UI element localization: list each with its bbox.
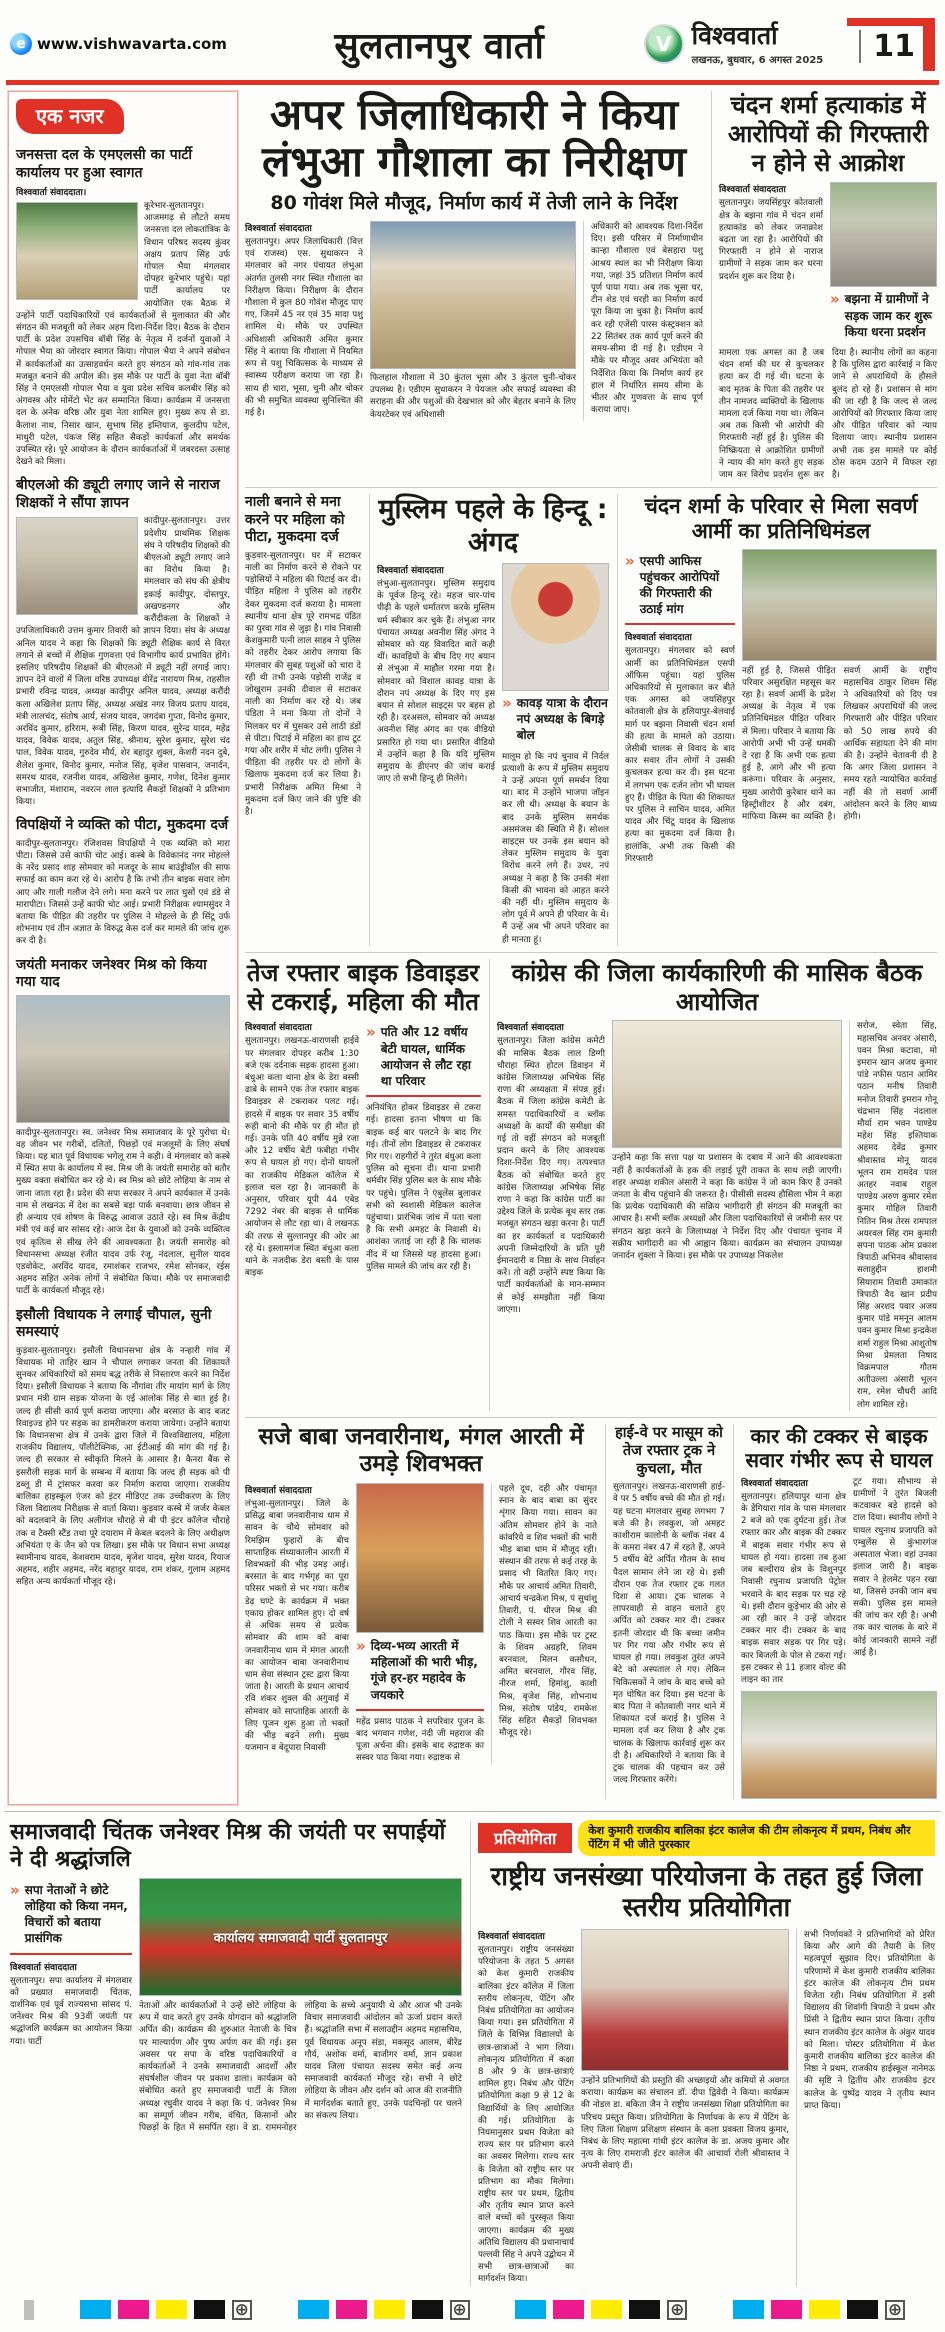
nali-article [245,494,361,946]
print-registration-row [4,2286,941,2324]
sp-office-photo [139,1878,462,1996]
sapa-byline: विश्ववार्ता संवाददाता [10,1962,77,1973]
registration-mark-icon: ⊕ [450,2300,470,2320]
brand-name: विश्ववार्ता [691,20,778,50]
janwari-byline: विश्ववार्ता संवाददाता [245,1486,312,1497]
janwari-pullquote: » दिव्य-भव्य आरती में महिलाओं की भारी भीड़, गूंजे हर-हर महादेव के जयकारे [356,1638,484,1711]
car-byline: विश्ववार्ता संवाददाता [741,1478,808,1489]
chevron-right-icon: » [625,551,635,570]
brief-body: कुड़वार-सुलतानपुर। इसौली विधानसभा क्षेत्र के नन्हारी गांव में विधायक मो ताहिर खान ने चौपाल लगाकर जनता की शिकायतें सुनकर अधिकारियों को समय बद्ध तरीके से निस्तारण करने का निर्देश दिया। इसौली विधायक ने बताया कि नौगांवा तीर मायांग मार्ग के लिए प्रधान मंत्री ग्राम सड़क योजना के एई आलोक सिंह से बात हुई है। जल्द ही सीसी कार्य पूर्ण कराया जाएगा। और बरसात के बाद बजट रिवाइज्ड होने पर सड़क का डामरीकरण कराया जायेगा। उन्होंने बताया कि विधानसभा क्षेत्र में उनके द्वारा जिले में विश्वविद्यालय, महिला राजकीय विद्यालय, पॉलीटेक्निक, आ ईटीआई की मांग की गई है। जल्द ही सरकार से स्वीकृति मिलने के आसार है। कैनरा बैंक से इसरौली सड़क मार्ग के सम्बन्ध में बताया कि जल्द ही सड़क को पी डब्लू डी में ट्रांसफर करवा कर निर्माण कराया जाएगा। राजकीय बालिका हाइस्कूल एंजर को इंटर मीडिएट तक उच्चीकरण के लिए जिला विद्यालय निरीक्षक से वार्ता किया। कुड़वार कस्बे में जर्जर केबल को बदलवाने के लिए अलीगंज चौराहे से बी पी इंटर कॉलेज चौराहे तक व टैक्सी स्टैंड तथा पूरे दयाराम में केबल बदलने के लिए अधीक्षण अभियंता ए के जैन को पत्र लिखा। इस मौके पर विधान सभा अध्यक्ष स्वामीनाथ यादव, केशवराम यादव, बृजेश यादव, सुरेश यादव, रियाज अहमद, शहीर अहमद, नरेंद बहादुर यादव, राम शंकर, गुलाम अहमद सहित अन्य कार्यकर्ता मौजूद रहे। [16,1345,230,1588]
students-group-photo [581,1929,789,2071]
highway-child-article [605,1424,725,1799]
crop-mark [24,2300,34,2320]
yellow-patch [156,2300,187,2319]
savarn-intro: सुलतानपुर। मंगलवार को स्वर्ण आर्मी का प्रतिनिधिमंडल एसपी ऑफिस पहुंचा। यहां पुलिस अधिकारियों से मुलाकात कर बीते एक अगस्त को जयसिंहपुर कोतवाली क्षेत्र के हलियापुर-बेलवाई मार्ग पर बझना निवासी चंदन शर्मा की हत्या के मामले को उठाया। जेसीबी चालक से विवाद के बाद कार सवार तीन लोगों ने उसकी कुचलकर हत्या कर दी। इस घटना में लगभग एक दर्जन लोग भी घायल हुए हैं। पीड़ित के पिता की शिकायत पर पुलिस ने साचिन यादव, अमित यादव और चिंटू यादव के खिलाफ हत्या का मुकदमा दर्ज किया है। हालांकि, अभी तक किसी की गिरफ्तारी [625,646,735,864]
website-url [10,33,235,55]
brand-block [644,20,834,66]
lead-headline: अपर जिलाधिकारी ने किया लंभुआ गौशाला का निरीक्षण [262,90,686,187]
congress-byline: विश्ववार्ता संवाददाता [497,1023,564,1034]
muslim-headline: मुस्लिम पहले के हिन्दू : अंगद [378,494,608,558]
black-patch [847,2300,878,2319]
sapa-intro: सुलतानपुर। सपा कार्यालय में मंगलवार को प्रख्यात समाजवादी चिंतक, दार्शनिक एवं पूर्व राज्यसभा सांसद पं. जनेश्वर मिश्र की 93वीं जयंती पर श्रद्धांजलि कार्यक्रम का आयोजन किया गया। पार्टी [10,1975,132,2047]
savarn-delegation-photo [742,549,937,661]
contest-label: प्रतियोगिता [478,1823,572,1853]
brief-isauli-chaupal [16,1307,230,1589]
chandan-photo-caption: » बझना में ग्रामीणों ने सड़क जाम कर शुरू किया धरना प्रदर्शन [830,290,932,339]
brief-blo-protest [16,477,230,808]
cmyk-registration-group [733,2300,905,2320]
lead-byline: विश्ववार्ता संवाददाता [245,224,312,235]
magenta-patch [771,2300,802,2319]
population-headline: राष्ट्रीय जनसंख्या परियोजना के तहत हुई जिला स्तरीय प्रतियोगिता [490,1861,923,1923]
nali-body: कुड़वार-सुलतानपुर। घर में सटाकर नाली का निर्माण करने से रोकने पर पड़ोसियों ने महिला की पिटाई कर दी। पीड़ित महिला ने पुलिस को तहरीर देकर मुकदमा दर्ज कराया है। मामला स्थानीय थाना क्षेत्र पूरे रामभद्र पंडित का पुरवा गांव से जुड़ा है। गांव निवासी केशकुमारी पत्नी लाल साहब ने पुलिस को तहरीर देकर आरोप लगाया कि मंगलवार की सुबह पशुओं को चारा दे रही थी तभी उनके पड़ोसी राजेंद्र व जोखुराम उनकी दीवाल से सटाकर नाली का निर्माण कर रहे थे। जब पंडिता ने मना किया तो दोनों ने मिलकर घर में घुसकर उसे लाठी डंडों से पीटा। पिटाई में महिला का हाथ टूट गया और शरीर में चोट लगी। पुलिस ने पीड़िता की तहरीर पर दो लोगों के खिलाफ मुकदमा दर्ज कर लिया है। प्रभारी निरीक्षक अमित मिश्रा ने मुकदमा दर्ज किए जाने की पुष्टि की है। [245,550,361,817]
population-col1: सुलतानपुर। राष्ट्रीय जनसंख्या परियोजना के तहत 5 अगस्त को केश कुमारी राजकीय बालिका इंटर कॉलेज में जिला स्तरीय लोकनृत्य, पेंटिंग और निबंध प्रतियोगिता का आयोजन किया गया। इस प्रतियोगिता में जिले के विभिन्न विद्यालयों के छात्र-छात्राओं ने भाग लिया। लोकनृत्य प्रतियोगिता में कक्षा 8 और 9 के छात्र-छात्राएं शामिल हुए। निबंध और पेंटिंग प्रतियोगिता कक्षा 9 से 12 के विद्यार्थियों के लिए आयोजित की गई। प्रतियोगिता के नियमानुसार प्रथम विजेता को राज्य स्तर पर प्रतिभाग करने का अवसर मिलेगा। राज्य स्तर के विजेता को राष्ट्रीय स्तर पर प्रतिभाग का मौका मिलेगा। राष्ट्रीय स्तर पर प्रथम, द्वितीय और तृतीय स्थान प्राप्त करने वाले बच्चों को पुरस्कृत किया जाएगा। कार्यक्रम की मुख्य अतिथि विद्यालय की प्रधानाचार्य पल्लवी सिंह ने अपने उद्बोधन में सभी छात्र-छात्राओं का मार्गदर्शन किया। [478,1945,574,2285]
registration-mark-icon: ⊕ [667,2300,687,2320]
janwarinath-aarti-article [245,1424,597,1799]
muslim-intro: लंभुआ-सुलतानपुर। मुस्लिम समुदाय के पूर्वज हिन्दू रहे। महज चार-पांच पीढ़ी के पहले धर्मांतरण करके मुस्लिम धर्म स्वीकार कर चुके हैं। लंभुआ नगर पंचायत अध्यक्ष अवनीश सिंह अंगद ने सोमवार को यह विवादित बातें कही थीं। कावड़ियों के बीच दिए गए बयान से लंभुआ में माहौल गरमा गया है। सोमवार को विशाल कावड़ यात्रा के दौरान नपं अध्यक्ष के दिए गए इस बयान से सोशल साइट्स पर बहस हो रही है। दरअसल, सोमवार को अध्यक्ष अवनीश सिंह अंगद का एक वीडियो प्रसारित हो गया था। प्रसारित वीडियो में उन्होंने कहा है कि यदि मुस्लिम समुदाय के डीएनए की जांच कराई जाए तो सभी हिन्दू ही मिलेंगे। [377,578,495,785]
mlc-welcome-photo [16,202,138,300]
janwari-headline: सजे बाबा जनवारीनाथ, मंगल आरती में उमड़े शिवभक्त [258,1423,584,1478]
ek-najar-label: एक नजर [16,99,124,134]
yellow-patch [374,2300,405,2319]
car-col1: सुलतानपुर। हलियापुर थाना क्षेत्र के डेंगियारा गांव के पास मंगलवार 2 बजे को एक दुर्घटना हुई। तेज रफ्तार कार और बाइक की टक्कर में बाइक सवार गंभीर रूप से घायल हो गया। हादसा तब हुआ जब बल्दीराय क्षेत्र के विशुनपुर निवासी रघुनाथ प्रजापति पेट्रोल भरवाने के बाद सड़क पर चढ़ रहे थे। इसी दौरान कूड़ेभार की ओर से आ रही कार ने उन्हें जोरदार टक्कर मार दी। टक्कर के बाद बाइक सवार सड़क पर गिर पड़े। कार बिजली के पोल से टकरा गई। इस टक्कर से 11 हजार वोल्ट की लाइन का तार [741,1491,846,1685]
row-fourth [245,1417,937,1805]
black-patch [412,2300,443,2319]
ek-najar-sidebar [8,91,238,1805]
chevron-right-icon: » [830,290,840,309]
edition-title: सुलतानपुर वार्ता [334,25,545,67]
population-byline: विश्ववार्ता संवाददाता [478,1932,545,1942]
gaushala-inspection-photo [370,221,576,369]
website-url-text: www.vishwavarta.com [37,35,227,53]
page-number: 11 [859,30,915,63]
black-patch [194,2300,225,2319]
brief-beating-case [16,817,230,947]
congress-meeting-photo [612,1020,842,1148]
population-col3: सभी निर्णायकों ने प्रतिभागियों को प्रेरित किया और आगे की तैयारी के लिए महत्वपूर्ण सुझाव दिए। प्रतियोगिता के परिणामों में केश कुमारी राजकीय बालिका इंटर कालेज की लोकनृत्य टीम प्रथम विजेता रही। निबंध प्रतियोगिता में इसी विद्यालय की शिवांगी त्रिपाठी ने प्रथम और प्रिंसी ने द्वितीय स्थान प्राप्त किया। तृतीय स्थान राजकीय इंटर कालेज के अंकुर यादव को मिला। पोस्टर प्रतियोगिता में केश कुमारी राजकीय बालिका इंटर कालेज की निष्ठा ने प्रथम, राजकीय हाईस्कूल नानेमऊ की सृष्टि ने द्वितीय और राजकीय इंटर कालेज के पुष्पेंद्र यादव ने तृतीय स्थान प्राप्त किया। [804,1930,935,2111]
jayanti-group-photo [16,995,230,1123]
cyan-patch [298,2300,329,2319]
yellow-patch [809,2300,840,2319]
chevron-right-icon: » [366,1023,376,1042]
chevron-right-icon: » [356,1637,366,1656]
teachers-memorandum-photo [16,517,138,615]
lead-col3: अधिकारी को आवश्यक दिशा-निर्देश दिए। इसी परिसर में निर्माणाधीन कान्हा गौशाला एवं बेसहारा पशु आश्रय स्थल का भी निरीक्षण किया गया, जहां 35 प्रतिशत निर्माण कार्य पूर्ण पाया गया। अब तक भूसा घर, टीन शेड एवं चरही का निर्माण कार्य पूरा किया जा चुका है। निर्माण कार्य कर रही एजेंसी पारस कंस्ट्रक्शन को 22 सितंबर तक कार्य पूर्ण करने की समय-सीमा दी गई है। एडीएम ने मौके पर मौजूद अवर अभियंता को निर्देशित किया कि निर्माण कार्य हर हाल में निर्धारित समय सीमा के भीतर और गुणवत्ता के साथ पूर्ण कराया जाए। [591,222,703,416]
brief-body: कूरेभार-सुलतानपुर। आजमगढ़ से लौटते समय जनसत्ता दल लोकतांत्रिक के विधान परिषद सदस्य कुंवर अक्षय प्रताप सिंह उर्फ गोपाल भैया मंगलवार दोपहर कूरेभार पहुंचे। यहां पार्टी कार्यालय पर आयोजित एक बैठक में उन्होंने पार्टी पदाधिकारियों एवं कार्यकर्ताओं से मुलाकात की और संगठन की मजबूती को लेकर अहम दिशा-निर्देश दिए। बैठक के दौरान पार्टी के प्रदेश उपसचिव बॉबी सिंह के नेतृत्व में दर्जनों युवाओं ने गोपाल भैया का जोरदार स्वागत किया। गोपाल भैया ने अपने संबोधन में कार्यकर्ताओं का उत्साहवर्धन करते हुए संगठन को गांव-गांव तक मजबूत बनाने की अपील की। इस मौके पर पार्टी के युवा नेता बॉबी सिंह ने एमएलसी गोपाल भैया व युवा प्रदेश सचिव कलबीर सिंह को अंगवस्त्र और मोमेंटो भेंट कर सम्मानित किया। कार्यक्रम में जनसत्ता दल के अनेक वरिष्ठ और युवा नेता शामिल हुए। मुख्य रूप से डा. कैलाश नाथ, निसार खान, सुभाष सिंह इम्तियाज, कुलदीप पटेल, माधुरी पटेल, पंकज सिंह सहित सैकड़ों कार्यकर्ता और समर्थक उपस्थित रहे। पूरे आयोजन के दौरान कार्यकर्ताओं में जबरदस्त उत्साह देखने को मिला। [16,201,230,468]
brief-body: कादीपुर-सुलतानपुर। रंजिशवस विपक्षियों ने एक व्यक्ति को मारा पीटा। जिससे उसे काफी चोट आई। कस्बे के विवेकानंद नगर मोहल्ले के नरेंद प्रसाद शाह सोमवार को मजदूर के साथ बाउंड्रीवॉल की साफ सफाई का काम करा रहे थे। आरोप है कि तभी तीन बाइक सवार लोग आए और गाली गलौज देने लगे। मना करने पर लात घुसों एवं डंडे से मारापीटा। जिससे उन्हें काफी चोट आई। प्रभारी निरीक्षक श्यामसुंदर ने बताया कि पीड़ित की तहरीर पर पुलिस ने मोहल्ले के ही सिंटू उर्फ शोभनाथ एवं तीन अज्ञात के विरुद्ध केस दर्ज कर मामले की जांच शुरू कर दी है। [16,838,230,947]
sapa-pullquote: » सपा नेताओं ने छोटे लोहिया को किया नमन, विचारों को बताया प्रासंगिक [10,1882,132,1955]
bike-byline: विश्ववार्ता संवाददाता [245,1023,312,1034]
sp-office-banner-text: कार्यालय समाजवादी पार्टी सुलतानपुर [213,1930,388,1946]
brief-title: जयंती मनाकर जनेश्वर मिश्र को किया गया याद [16,956,207,991]
cyan-patch [733,2300,764,2319]
black-patch [629,2300,660,2319]
brief-jayanti [16,957,230,1298]
magenta-patch [118,2300,149,2319]
savarn-rest: नहीं हुई है, जिससे पीड़ित परिवार असुरक्षित महसूस कर रहा है। सवर्ण आर्मी के प्रदेश अध्यक्ष के नेतृत्व में एक प्रतिनिधिमंडल पीड़ित परिवार से मिला। परिवार ने बताया कि आरोपी अभी भी उन्हें धमकी दे रहा है कि अभी एक हत्या हुई है, आगे और भी हत्या करूंगा। परिवार के अनुसार, मुख्य आरोपी कुरेबार थाने का हिस्ट्रीशीटर है और दबंग, माफिया किस्म का व्यक्ति है। सवर्ण आर्मी के राष्ट्रीय महासचिव ठाकुर शिवम सिंह ने अधिकारियों को दिए पत्र लिखकर अपराधियों की जल्द गिरफ्तारी और पीड़ित परिवार को 50 लाख रुपये की आर्थिक सहायता देने की मांग की है। उन्होंने चेतावनी दी है कि अगर जिला प्रशासन ने समय रहते न्यायोचित कार्रवाई नहीं की तो सवर्ण आर्मी आंदोलन करने के लिए बाध्य होगी। [742,665,937,822]
savarn-byline: विश्ववार्ता संवाददाता [625,633,692,644]
sapa-headline: समाजवादी चिंतक जनेश्वर मिश्र की जयंती पर सपाईयों ने दी श्रद्धांजलि [10,1820,446,1872]
chevron-right-icon: » [502,693,512,712]
lead-photo-caption: फिलहाल गौशाला में 30 कुंतल भूसा और 3 कुंतल चुनी-चोकर उपलब्ध है। एडीएम सुधाकरन ने पेयजल और सफाई व्यवस्था की सराहना की और पशुओं की देखभाल को और बेहतर बनाने के लिए केयरटेकर एवं अधिशासी [370,373,576,420]
savarn-pullquote: » एसपी आफिस पहुंचकर आरोपियों की गिरफ्तारी की उठाई मांग [625,553,735,626]
car-crash-photo [741,1691,937,1799]
cyan-patch [80,2300,111,2319]
contest-strip-headline: केश कुमारी राजकीय बालिका इंटर कालेज की टीम लोकनृत्य में प्रथम, निबंध और पेंटिंग में भी जीते पुरस्कार [578,1820,935,1856]
chevron-right-icon: » [10,1880,20,1899]
bike-accident-article [245,959,481,1411]
registration-mark-icon: ⊕ [885,2300,905,2320]
masthead-rule [6,80,939,85]
cmyk-registration-group [298,2300,470,2320]
registration-mark-icon: ⊕ [232,2300,252,2320]
cmyk-registration-group [80,2300,252,2320]
magenta-patch [336,2300,367,2319]
browser-e-icon: e [10,33,32,55]
magenta-patch [553,2300,584,2319]
muslim-photo-caption: » कावड़ यात्रा के दौरान नपं अध्यक्ष के बिगड़े बोल [502,693,608,743]
savarn-headline: चंदन शर्मा के परिवार से मिला सवर्ण आर्मी का प्रतिनिधिमंडल [644,494,918,544]
masthead [4,6,941,80]
row-second [245,487,937,952]
brief-title: बीएलओ की ड्यूटी लगाए जाने से नाराज शिक्षकों ने सौंपा ज्ञापन [16,477,220,511]
congress-meeting-article [489,959,937,1411]
muslim-byline: विश्ववार्ता संवाददाता [377,565,444,576]
dateline: लखनऊ, बुधवार, 6 अगस्त 2025 [691,54,824,66]
car-collision-article [733,1424,937,1799]
congress-mid: उन्होंने कहा कि सत्ता पक्ष या प्रशासन के दबाव में आने की आवश्यकता नहीं है कार्यकर्ताओं के हक की लड़ाई पूरी ताकत के साथ लड़ी जाएगी। शहर अध्यक्ष शकील अंसारी ने कहा कि कांग्रेस ने जो काम किए हैं उनको जनता के बीच पहुंचाने की जरूरत है। पीसीसी सदस्य हौसिला भीम ने कहा कि प्रत्येक पदाधिकारी की सक्रिय भागीदारी ही संगठन की मजबूती का आधार है। सभी ब्लॉक अध्यक्षों और जिला पदाधिकारियों से जमीनी स्तर पर संगठन खड़ा करने के जिलाध्यक्ष ने निर्देश दिए और पंचायत चुनाव में सक्रीय भागीदारी का भी आह्वान किया। कार्यक्रम का संचालन उपाध्यक्ष जनार्दन शुक्ला ने किया। इस मौके पर उपाध्यक्ष निकलेश [612,1153,842,1261]
muslim-rest: मालूम हो कि नपं चुनाव में निर्दल प्रत्याशी के रूप में मुस्लिम समुदाय ने उन्हें अपना पूर्ण समर्थन दिया था। बाद में उन्होंने भाजपा जॉइन कर ली थी। अध्यक्ष के बयान के बाद उनके मुस्लिम समर्थक असमंजस की स्थिति में हैं। सोशल साइट्स पर उनके इस बयान को लेकर मुस्लिम समुदाय के युवा विरोध करने लगे हैं। उधर, नपं अध्यक्ष ने कहा है कि उनकी मंशा किसी की भावना को आहत करने की नहीं थी। मुस्लिम समुदाय के लोग पूर्व में अपने ही परिवार के थे। मैं उन्हें अब भी अपने परिवार का ही मानता हूं। [502,751,609,945]
globe-logo-icon: V [644,24,684,64]
highway-body: सुलतानपुर। लखनऊ-वाराणसी हाई-वे पर 5 वर्षीय बच्चे की मौत हो गई। यह घटना मंगलवार सुबह लगभग 7 बजे की है। लवकुश, जो अमहट काशीराम कालोनी के ब्लॉक नंबर 4 के कमरा नंबर 47 में रहते हैं, अपने 5 वर्षीय बेटे अर्पित गौतम के साथ पैदल सामान लेने जा रहे थे। इसी दौरान एक तेज रफ्तार ट्रक गलत दिशा से आया। ट्रक चालक ने लापरवाही से वाहन चलाते हुए अर्पित को टक्कर मार दी। टक्कर इतनी जोरदार थी कि बच्चा जमीन पर गिर गया और गंभीर रूप से घायल हो गया। लवकुश तुरंत अपने बेटे को अस्पताल ले गए। लेकिन चिकित्सकों ने जांच के बाद बच्चे को मृत घोषित कर दिया। इस घटना के बाद पिता ने कोतवाली नगर थाने में शिकायत दर्ज कराई है। पुलिस ने मामला दर्ज कर लिया है और ट्रक चालक के खिलाफ कार्रवाई शुरू कर दी है। अधिकारियों ने बताया कि वे ट्रक चालक की पहचान कर उसे जल्द गिरफ्तार करेंगे। [613,1482,725,1786]
bike-col2: अनियंत्रित होकर डिवाइडर से टकरा गई। हादसा इतना भीषण था कि बाइक कई बार पलटने के बाद गिर गई। तीनों लोग डिवाइडर से टकराकर गिर गए। राहगीरों ने तुरंत बंधुआ कला पुलिस को सूचना दी। थाना प्रभारी धर्मवीर सिंह पुलिस बल के साथ मौके पर पहुंचे। पुलिस ने एंबुलेंस बुलाकर सभी को स्वशासी मेडिकल कालेज पहुंचाया। प्रारंभिक जांच में पता चला है कि सभी अमहट के निवासी थे। आशंका जताई जा रही है कि चालक नींद में था जिससे यह हादसा हुआ। पुलिस मामले की जांच कर रही है। [366,1103,481,1272]
cyan-patch [515,2300,546,2319]
brief-title: विपक्षियों ने व्यक्ति को पीटा, मुकदमा दर्ज [16,817,229,834]
chandan-byline: विश्ववार्ता संवाददाता [719,185,786,196]
lead-col1: सुलतानपुर। अपर जिलाधिकारी (वित्त एवं राजस्व) एस. सुधाकरन ने मंगलवार को नगर पंचायत लंभुआ अंतर्गत तुलसी नगर स्थित गौशाला का निरीक्षण किया। निरीक्षण के दौरान गौशाला में कुल 80 गोवंश मौजूद पाए गए, जिनमें 45 नर एवं 35 मादा पशु शामिल थे। मौके पर उपस्थित अधिशासी अधिकारी अमित कुमार सिंह ने बताया कि गौशाला में नियमित रूप से पशु चिकित्सक के माध्यम से स्वास्थ्य परीक्षण कराया जा रहा है। साथ ही चारा, भूसा, चुनी और चोकर की भी समुचित व्यवस्था सुनिश्चित की गई है। [245,237,363,418]
chandan-body: मामला एक अगस्त का है जब चंदन शर्मा की घर से कुचलकर हत्या कर दी गई थी। घटना के बाद मृतक के पिता की तहरीर पर तीन नामजद व्यक्तियों के खिलाफ मामला दर्ज किया गया था। लेकिन अब तक किसी भी आरोपी की गिरफ्तारी नहीं हुई है। पुलिस की निष्क्रियता से आक्रोशित ग्रामीणों ने न्याय की मांग करते हुए सड़क जाम कर विरोध प्रदर्शन शुरू कर दिया है। स्थानीय लोगों का कहना है कि पुलिस द्वारा कार्रवाई न किए जाने से अपराधियों के हौसले बुलंद हो रहे हैं। प्रशासन से मांग की जा रही है कि जल्द से जल्द आरोपियों को गिरफ्तार किया जाए और पीड़ित परिवार को न्याय दिलाया जाए। स्थानीय प्रशासन अभी तक इस मामले पर कोई ठोस कदम उठाने में विफल रहा है। [719,347,937,480]
brief-title: जनसत्ता दल के एमएलसी का पार्टी कार्यालय पर हुआ स्वागत [16,147,193,181]
muslim-angad-article [369,494,609,946]
janwari-col1: लंभुआ-सुलतानपुर। जिले के प्रसिद्ध बाबा जनवारीनाथ धाम में सावन के चौथे सोमवार को रिमझिम फुहारों के बीच साप्ताहिक संध्याकालीन आरती में शिवभक्तों की भीड़ उमड़ आई। बरसात के बाद गर्भगृह का पूरा परिसर भक्तों से भर गया। करीब डेढ़ घण्टे के कार्यक्रम में भक्त एकाग्र होकर शामिल हुए। दो वर्ष से अधिक समय से प्रत्येक सोमवार की शाम को बाबा जनवारीनाथ धाम में मंगल आरती का आयोजन बाबा जनवारीनाथ धाम सेवा संस्थान ट्रस्ट द्वारा किया जाता है। आरती के प्रधान आचार्य रवि शंकर शुक्ल की अगुवाई में सोमवार को साप्ताहिक आरती के लिए पूजन शुरू हुआ तो भक्तों की भीड़ बढ़ने लगी। मुख्य यजमान व बेदूपारा निवासी [245,1499,349,1754]
sapa-tribute-article [10,1820,462,2286]
chandan-headline: चंदन शर्मा हत्याकांड में आरोपियों की गिरफ्तारी न होने से आक्रोश [727,91,929,177]
population-contest-section [470,1820,935,2286]
highway-headline: हाई-वे पर मासूम को तेज रफ्तार ट्रक ने कुचला, मौत [615,1424,723,1478]
nali-headline: नाली बनाने से मना करने पर महिला को पीटा, मुकदमा दर्ज [245,494,345,546]
page-number-box [847,18,935,71]
road-block-protest-photo [830,182,937,287]
lead-article [245,91,703,481]
congress-headline: कांग्रेस की जिला कार्यकारिणी की मासिक बैठक आयोजित [511,958,923,1016]
bike-col1: सुलतानपुर। लखनऊ-वाराणसी हाईवे पर मंगलवार दोपहर करीब 1:30 बजे एक दर्दनाक सड़क हादसा हुआ। बंधुआ कला थाना क्षेत्र के डेरा बस्सी ढाबे के सामने एक तेज रफ्तार बाइक डिवाइडर से टकराकर पलट गई। हादसे में बाइक पर सवार 35 वर्षीय रूही बानो की मौके पर ही मौत हो गई। उनके पति 40 वर्षीय मुन्ने रजा और 12 वर्षीय बेटी फबीहा गंभीर रूप से घायल हो गए। दोनों घायलों का राजकीय मेडिकल कॉलेज में इलाज चल रहा है। जानकारी के अनुसार, परिवार यूपी 44 एबेड 7292 नंबर की बाइक से धार्मिक आयोजन से लौट रहा था। वे लखनऊ की तरफ से सुल्तानपुर की ओर आ रहे थे। इस्लामगंज स्थित बंधुआ कला थाने के नजदीक डेरा बस्ती के पास बाइक [245,1036,359,1279]
row-top [245,91,937,487]
savarn-army-article [617,494,937,946]
angad-portrait-photo [502,563,609,691]
janwari-mid: महेंद्र प्रसाद पाठक ने सपरिवार पूजन के बाद भगवान गणेश, नंदी जी महराज की पूजा अर्चना की। इसके बाद रुद्राष्टक का सस्वर पाठ किया गया। रुद्राष्टक से [356,1716,484,1764]
yellow-patch [591,2300,622,2319]
bike-pullquote: » पति और 12 वर्षीय बेटी घायल, धार्मिक आयोजन से लौट रहा था परिवार [366,1024,481,1097]
brief-byline: विश्ववार्ता संवाददाता। [16,188,87,198]
brief-mlc-welcome [16,147,230,468]
car-headline: कार की टक्कर से बाइक सवार गंभीर रूप से घायल [745,1423,933,1472]
chandan-intro: सुलतानपुर। जयसिंहपुर कोतवाली क्षेत्र के बझना गांव में चंदन शर्मा हत्याकांड को लेकर जनाक्रोश बढ़ता जा रहा है। आरोपियों की गिरफ्तारी न होने से नाराज ग्रामीणों ने सड़क जाम कर धरना प्रदर्शन शुरू कर दिया है। [719,198,823,282]
bike-headline: तेज रफ्तार बाइक डिवाइडर से टकराई, महिला की मौत [246,958,480,1016]
brief-body: कादीपुर-सुलतानपुर। स्व. जनेश्वर मिश्र समाजवाद के पूरे पुरोधा थे। वह जीवन भर गरीबों, दलितों, पिछड़ों एवं मजलूमों के लिए संघर्ष किया। यह बात पूर्व विधायक भगेलू राम ने कही। वे मंगलवार को कस्बे में स्थित सपा के कार्यालय में स्व. मिश्र जी के जयंती समारोह को बतौर मुख्य वक्ता संबोधित कर रहे थे। स्व मिश्र को छोटे लोहिया के नाम से जाना जाता रहा है। प्रदेश की सपा सरकार ने अपने कार्यकाल में उनके नाम से लखनऊ में देश का सबसे बड़ा पार्क बनवाया। छात्र जीवन से ही अन्याय एवं शोषण के विरुद्ध आवाज उठाते रहे। स्व मिश्र केंद्रीय मंत्री एवं कई बार सांसद रहे। आज देश के युवाओं को उनके व्यक्तित्व एवं कृतित्व से सीख लेने की आवश्यकता है। जयंती समारोह को विधानसभा अध्यक्ष रंजीत यादव उर्फ रंजू, नंदलाल, सुनील यादव एडवोकेट, अरविंद यादव, रमाशंकर राजभर, रमेश सोनकर, रईस अहमद सहित अनेक लोगों ने संबोधित किया। मौके पर समाजवादी पार्टी के कार्यकर्ता मौजूद रहे। [16,1127,230,1297]
congress-col1: सुलतानपुर। जिला कांग्रेस कमेटी की मासिक बैठक लाल डिग्गी चौराहा स्थित होटल डिवाइन में कांग्रेस जिलाध्यक्ष अभिषेक सिंह राणा की अध्यक्षता में संपन्न हुई। बैठक में जिला कांग्रेस कमेटी के समस्त पदाधिकारियों व ब्लॉक अध्यक्षों के कार्यों की समीक्षा की गई तो वहीं संगठन को मजबूती प्रदान करने के लिए आवश्यक दिशा-निर्देश दिए गए। तत्पश्चात बैठक को संबोधित करते हुए कांग्रेस जिलाध्यक्ष अभिषेक सिंह राणा ने कहा कि कांग्रेस पार्टी का उद्देश्य जिले के प्रत्येक बूथ स्तर तक मजबूत संगठन खड़ा करना है। पार्टी का हर कार्यकर्ता व पदाधिकारी अपनी जिम्मेदारियों के प्रति पूरी ईमानदारी व निष्ठा के साथ निर्वाहन करें। तो वहीं उन्होंने स्पष्ट किया कि पार्टी कार्यकर्ताओं के मान-सम्मान से कोई समझौता नहीं किया जाएगा। [497,1036,605,1315]
row-third [245,952,937,1417]
lead-subhead: 80 गोवंश मिले मौजूद, निर्माण कार्य में तेजी लाने के निर्देश [270,192,678,215]
sapa-rest: नेताओं और कार्यकर्ताओं ने उन्हें छोटे लोहिया के रूप में याद करते हुए उनके योगदान को श्रद्धांजलि अर्पित की। कार्यक्रम की शुरुआत नेताजी के चित्र पर माल्यार्पण और पुष्प अर्पण कर की गई। इस अवसर पर सपा के वरिष्ठ पदाधिकारियों व कार्यकर्ताओं ने उनके समाजवादी आदर्शों और संघर्षशील जीवन पर प्रकाश डाला। कार्यक्रम को संबोधित करते हुए समाजवादी पार्टी के जिला अध्यक्ष रघुवीर यादव ने कहा कि पं. जनेश्वर मिश्र का सम्पूर्ण जीवन गरीब, वंचित, किसानों और पिछड़ों के हित में समर्पित रहा। वे डा. राममनोहर लोहिया के सच्चे अनुयायी थे और आज भी उनके विचार समाजवादी आंदोलन को ऊर्जा प्रदान करते हैं। श्रद्धांजलि सभा में सलाउद्दीन अहमद महासचिव, पूर्व विधायक अनूप संडा, मकसूद आलम, बीरेंद्र गौर्य, अशोक वर्मा, बाजीगर वर्मा, ज्ञान प्रकाश यादव जिला पंचायत सदस्य समेत कई अन्य समाजवादी कार्यकर्ता मौजूद रहे। सभी ने छोटे लोहिया के जीवन और दर्शन को आज की राजनीति में मार्गदर्शक बताते हुए, उनके पदचिन्हों पर चलने का संकल्प लिया। [139,2000,462,2133]
brief-title: इसौली विधायक ने लगाई चौपाल, सुनी समस्याएं [16,1306,212,1341]
brief-body: कादीपुर-सुलतानपुर। उत्तर प्रदेशीय प्राथमिक शिक्षक संघ ने परिषदीय शिक्षकों की बीएलओ ड्यूटी लगाए जाने का विरोध किया है। मंगलवार को संघ की क्षेत्रीय इकाई कादीपुर, दोस्तपुर, अखण्डनगर और करौंदीकला के शिक्षकों ने उपजिलाधिकारी उत्तम कुमार तिवारी को ज्ञापन दिया। संघ के अध्यक्ष अनिल यादव ने कहा कि शिक्षकों कि ड्यूटी शैक्षिक कार्य से विरत लगाने से बच्चों में शैक्षिक गुणवत्ता एवं विभागीय कार्य प्रभावित होंगे। इसलिए परिषदीय शिक्षकों की बीएलओ में ड्यूटी नहीं लगाई जाए। ज्ञापन देने वालों में जिला वरिष्ठ उपाध्यक्ष वीरेंद्र नारायण मिश्र, तहसील प्रभारी रविन्द्र यादव, अध्यक्ष कादीपुर अनिल यादव, अध्यक्ष करौंदी कला अखिलेश प्रताप सिंह, अध्यक्ष अखंड नगर विजय प्रताप यादव, मंत्री लालचंद, संतोष आर्य, संजय यादव, जगदंबा गुप्ता, विनोद कुमार, अरविंद कुमार, हरिराम, रूबी सिंह, किरण यादव, सुरेन्द्र यादव, महेंद्र यादव, विवेक यादव, अतुल सिंह, श्रीनाथ, सुरेश कुमार, सुरेश चंद पाल, विवेक यादव, गुरुदेव मौर्य, शेर बहादुर शुक्ल, केशरी नदन दुबे, शैलेश कुमार, विनोद कुमार, मनोज सिंह, बृजेश पासवान, जनार्दन, समरथ यादव, रजनीश यादव, अखिलेश कुमार, गणेश, दिनेश कुमार सभाजीत, मंशाराम, नवरत्न लाल इत्यादि सैकड़ों शिक्षकों ने प्रतिभाग किया। [16,516,230,808]
congress-col4: सरोज, स्वेता सिंह, महासचिव अनवर अंसारी, पवन मिश्रा कटावा, मो इमरान खान अजय कुमार पांडे नफीस पठान आमिर पठान मनीष तिवारी मनोज तिवारी इमरान गोनू चंद्रभान सिंह नंदलाल मौर्या राम भवन पाण्डेय महेश सिंह इश्तियाक अहमद देवेंद्र कुमार श्रीवास्तव मोनू यादव भूलन राम रामदेव पाल अतहर नवाब राहुल पाण्डेय अरुण कुमार रमेश कुमार गोहिल तिवारी नितिन मिश्र तेरस रामपाल अयरवल सिंह राम कुमारी सपना पाठक ओम प्रकाश त्रिपाठी अभिनव श्रीवास्तव सलाहुद्दीन हाशमी सियाराम तिवारी उमाकांत त्रिपाठी वैद खान प्रदीप सिंह अरशद पवार अजय कुमार पांडे ममनून आलम पवन कुमार मिश्रा इन्द्रकेश शर्मा राहुल मिश्रा आशुतोष मिश्रा प्रेमलता निषाद विक्रमपाल गौतम अतीउल्ला अंसारी भूलन राम, रमेश चौधरी आदि लोग शामिल रहे। [857,1021,937,1410]
car-col2: टूट गया। सौभाग्य से ग्रामीणों ने तुरंत बिजली कटवाकर बड़े हादसे को टाल दिया। स्थानीय लोगों ने घायल रघुनाथ प्रजापति को एम्बुलेंस से कुंभारगंज अस्पताल भेजा। वहां उनका इलाज जारी है। बाइक सवार ने हेलमेट पहन रखा था, जिससे उनकी जान बच सकी। पुलिस इस मामले की जांच कर रही है। अभी तक कार चालक के बारे में कोई जानकारी सामने नहीं आई है। [853,1476,937,1658]
cmyk-registration-group [515,2300,687,2320]
chandan-protest-article [711,91,937,481]
population-mid: उन्होंने प्रतिभागियों की प्रस्तुति की अच्छाइयों और कमियों से अवगत कराया। कार्यक्रम का संचालन डॉ. दीपा द्विवेदी ने किया। कार्यक्रम की नोडल डा. बकिता जैन ने राष्ट्रीय जनसंख्या शिक्षा प्रतियोगिता का परिचय प्रस्तुत किया। प्रतियोगिता के निर्णायक के रूप में पेंटिंग के लिए जिला शिक्षण प्रशिक्षण संस्थान के कला प्रवक्ता विजय कुमार, निबंध के लिए महात्मा गांधी इंटर कालेज के डा. अजय कुमार और नृत्य के लिए रामराजी इंटर कालेज की आचार्या रोली श्रीवास्तव ने अपनी सेवाएं दीं। [581,2076,789,2172]
janwari-col3: पहले दूध, दही और पंचामृत स्नान के बाद बाबा का सुंदर शृंगार किया गया। सावन का अंतिम सोमवार होने के नाते कांवरिये व शिव भक्तों की भारी भीड़ बाबा धाम में मौजूद रही। संस्थान की तरफ से कई तरह के प्रसाद भी वितरित किए गए। मौके पर आचार्य अमित तिवारी, आचार्य चन्द्रकेश मिश्र, पं सुधांशु तिवारी, पं. धीरज मिश्र की टोली ने सस्वर शिव आरती का पाठ किया। इस मौके पर ट्रस्ट के शिवम अग्रहरि, शिवम बरनवाल, मिलन कसौधन, अमित बरनवाल, गौरव सिंह, नीरज शर्मा, हिमांशु, काशी मिश्र, बृजेश सिंह, शोभनाथ मिश्र, संतोष पांडेय, रामकेश सिंह सहित सैकड़ों शिवभक्त मौजूद रहे। [499,1484,597,1739]
aarti-crowd-photo [356,1483,484,1633]
